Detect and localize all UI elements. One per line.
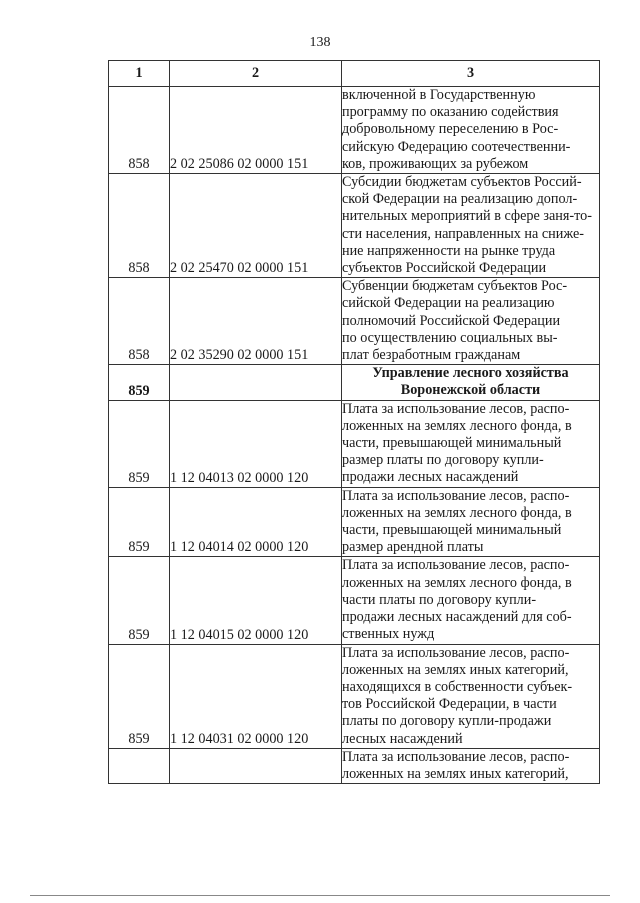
description-cell	[342, 400, 600, 487]
admin-code-cell: 859	[109, 365, 170, 400]
description-line: ков, проживающих за рубежом	[342, 155, 529, 172]
admin-code-cell	[109, 748, 170, 783]
description-cell	[342, 278, 600, 365]
table-row	[109, 174, 600, 278]
admin-code-cell: 859	[109, 487, 170, 557]
description-line: продажи лесных насаждений	[342, 469, 519, 486]
description-cell	[342, 365, 600, 400]
description-line: находящихся в собственности субъек-	[342, 678, 573, 695]
page-number: 138	[309, 35, 331, 50]
description-line: Плата за использование лесов, распо-	[342, 557, 570, 574]
admin-code-cell: 859	[109, 400, 170, 487]
description-line: ложенных на землях иных категорий,	[342, 661, 569, 678]
description-cell	[342, 87, 600, 174]
description-line: Плата за использование лесов, распо-	[342, 748, 570, 765]
table-row	[109, 644, 600, 748]
description-line: программу по оказанию содействия	[342, 104, 559, 121]
description-line: по осуществлению социальных вы-	[342, 329, 558, 346]
description-cell	[342, 748, 600, 783]
description-line: Субвенции бюджетам субъектов Рос-	[342, 278, 568, 295]
description-line: части платы по договору купли-	[342, 591, 537, 608]
description-line: ние напряженности на рынке труда	[342, 242, 556, 259]
description-line: полномочий Российской Федерации	[342, 312, 561, 329]
description-line: ложенных на землях лесного фонда, в	[342, 574, 572, 591]
description-line: части, превышающей минимальный	[342, 522, 562, 539]
description-line: размер платы по договору купли-	[342, 452, 544, 469]
description-line: нительных мероприятий в сфере заня-то-	[342, 208, 592, 225]
description-line: Плата за использование лесов, распо-	[342, 487, 570, 504]
description-line: Субсидии бюджетам субъектов Россий-	[342, 174, 582, 191]
description-cell	[342, 644, 600, 748]
description-line: Плата за использование лесов, распо-	[342, 400, 570, 417]
admin-code-cell: 859	[109, 644, 170, 748]
admin-code-cell: 858	[109, 174, 170, 278]
footer-rule	[30, 895, 610, 896]
budget-codes-table	[108, 60, 600, 784]
table-row	[109, 365, 600, 400]
admin-code-cell: 858	[109, 278, 170, 365]
description-line: субъектов Российской Федерации	[342, 260, 547, 277]
budget-classification-code-cell	[170, 365, 342, 400]
budget-classification-code-cell: 2 02 25086 02 0000 151	[170, 87, 342, 174]
table-row	[109, 748, 600, 783]
description-line: Управление лесного хозяйства	[372, 365, 569, 382]
budget-classification-code-cell	[170, 748, 342, 783]
budget-classification-code-cell: 2 02 35290 02 0000 151	[170, 278, 342, 365]
description-cell	[342, 557, 600, 644]
table-row	[109, 87, 600, 174]
budget-classification-code-cell: 1 12 04015 02 0000 120	[170, 557, 342, 644]
header-col-3: 3	[342, 61, 600, 87]
table-row	[109, 557, 600, 644]
description-cell	[342, 174, 600, 278]
header-col-2: 2	[170, 61, 342, 87]
budget-classification-code-cell: 1 12 04013 02 0000 120	[170, 400, 342, 487]
description-line: тов Российской Федерации, в части	[342, 696, 557, 713]
description-cell	[342, 487, 600, 557]
description-line: включенной в Государственную	[342, 87, 536, 103]
header-col-1: 1	[109, 61, 170, 87]
description-line: ской Федерации на реализацию допол-	[342, 191, 578, 208]
description-line: сийской Федерации на реализацию	[342, 295, 555, 312]
budget-classification-code-cell: 1 12 04014 02 0000 120	[170, 487, 342, 557]
budget-classification-code-cell: 2 02 25470 02 0000 151	[170, 174, 342, 278]
table-row	[109, 487, 600, 557]
table-header-row	[109, 61, 600, 87]
admin-code-cell: 858	[109, 87, 170, 174]
description-line: ложенных на землях лесного фонда, в	[342, 417, 572, 434]
admin-code-cell: 859	[109, 557, 170, 644]
description-line: добровольному переселению в Рос-	[342, 121, 559, 138]
description-line: ложенных на землях лесного фонда, в	[342, 504, 572, 521]
description-line: сти населения, направленных на сниже-	[342, 225, 584, 242]
table-row	[109, 400, 600, 487]
description-line: размер арендной платы	[342, 539, 484, 556]
budget-classification-code-cell: 1 12 04031 02 0000 120	[170, 644, 342, 748]
description-line: сийскую Федерацию соотечественни-	[342, 138, 571, 155]
description-line: лесных насаждений	[342, 730, 463, 747]
description-line: части, превышающей минимальный	[342, 435, 562, 452]
table-row	[109, 278, 600, 365]
description-line: платы по договору купли-продажи	[342, 713, 552, 730]
description-line: продажи лесных насаждений для соб-	[342, 609, 572, 626]
description-line: Плата за использование лесов, распо-	[342, 644, 570, 661]
description-line: плат безработным гражданам	[342, 347, 521, 364]
description-line: ственных нужд	[342, 626, 435, 643]
description-line: ложенных на землях иных категорий,	[342, 765, 569, 782]
description-line: Воронежской области	[400, 382, 541, 399]
